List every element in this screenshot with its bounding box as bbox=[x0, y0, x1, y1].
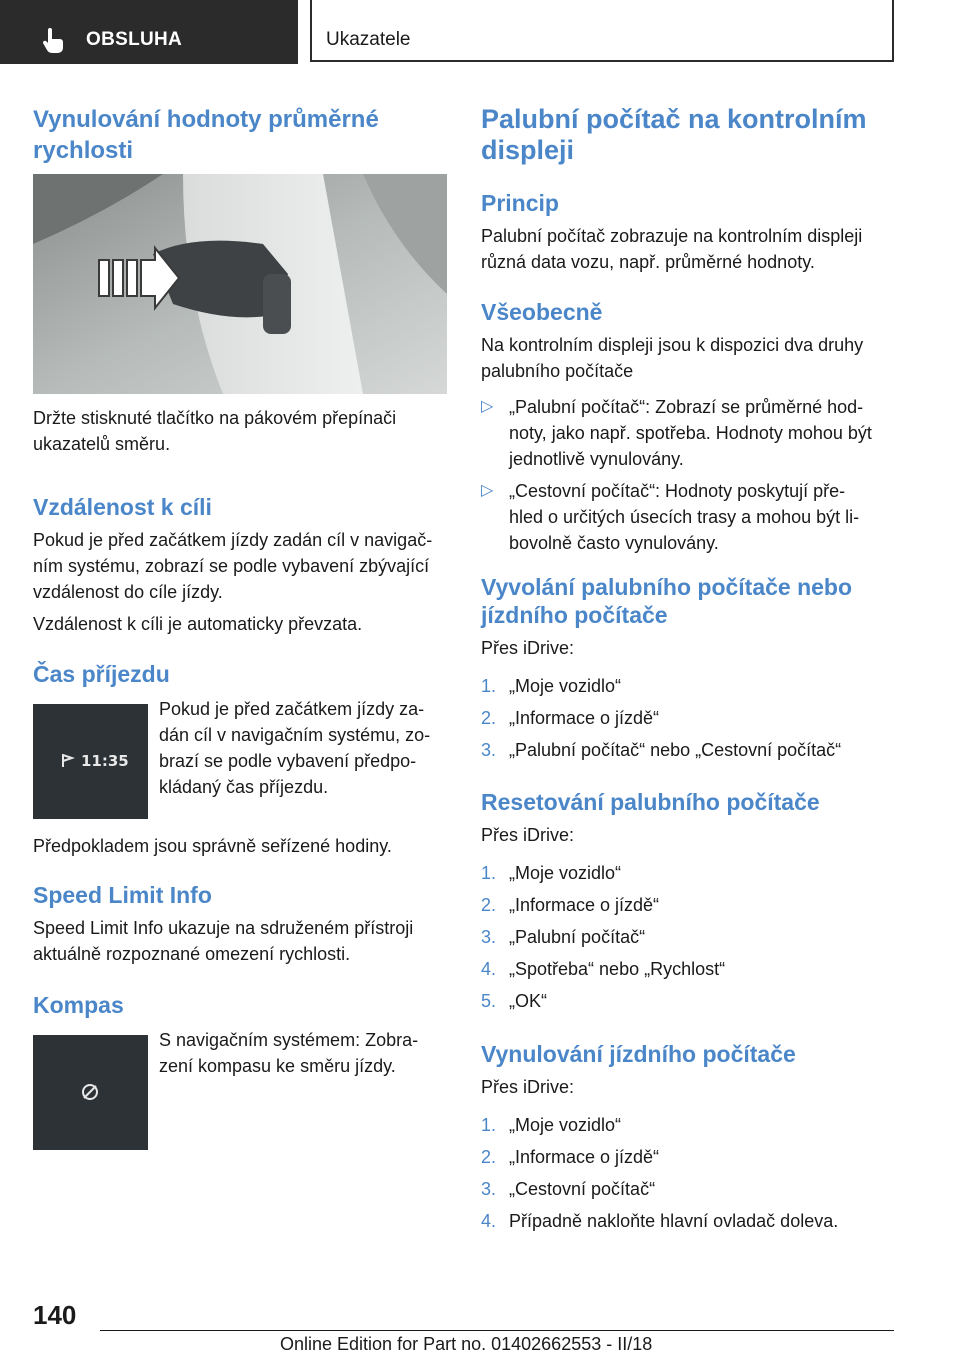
reset-trip-step-3: „Cestovní počítač“ bbox=[509, 1179, 656, 1199]
call-up-title-1: Vyvolání palubního počítače nebo bbox=[481, 574, 853, 600]
call-up-intro: Přes iDrive: bbox=[481, 638, 575, 658]
turn-signal-stalk-photo bbox=[33, 174, 447, 394]
general-section bbox=[481, 298, 901, 556]
list-item: 2. „Informace o jízdě“ bbox=[481, 1147, 660, 1167]
reset-avg-speed-text-2: ukazatelů směru. bbox=[33, 434, 171, 454]
distance-text-1: Pokud je před začátkem jízdy zadán cíl v navigač‐ bbox=[33, 530, 433, 550]
arrival-section bbox=[33, 660, 447, 859]
reset-board-section bbox=[481, 788, 901, 1020]
footer-divider bbox=[100, 1330, 894, 1331]
reset-avg-speed-heading-block bbox=[33, 104, 447, 166]
reset-board-title: Resetování palubního počítače bbox=[481, 789, 820, 815]
reset-board-step-2: „Informace o jízdě“ bbox=[509, 895, 660, 915]
general-title: Všeobecně bbox=[481, 299, 603, 325]
list-item: 4. Případně nakloňte hlavní ovladač doleva. bbox=[481, 1211, 839, 1231]
section-label: OBSLUHA bbox=[86, 29, 183, 50]
reset-trip-steps bbox=[481, 1112, 901, 1240]
reset-trip-section bbox=[481, 1040, 901, 1240]
call-up-step-2: „Informace o jízdě“ bbox=[509, 708, 660, 728]
call-up-title-2: jízdního počítače bbox=[481, 602, 668, 628]
distance-text-4: Vzdálenost k cíli je automaticky převzata. bbox=[33, 614, 363, 634]
speed-limit-text-1: Speed Limit Info ukazuje na sdruženém přístroji bbox=[33, 918, 414, 938]
reset-avg-speed-title-2: rychlosti bbox=[33, 137, 134, 164]
compass-text-1: S navigačním systémem: Zobra‐ bbox=[159, 1030, 419, 1050]
general-bullet-list bbox=[481, 394, 901, 556]
list-item: 3. „Palubní počítač“ nebo „Cestovní počítač“ bbox=[481, 740, 842, 760]
board-computer-heading bbox=[481, 104, 901, 166]
list-item bbox=[481, 394, 901, 472]
bullet-2-line-2: hled o určitých úsecích trasy a mohou být li‐ bbox=[509, 507, 860, 527]
reset-trip-step-4: Případně nakloňte hlavní ovladač doleva. bbox=[509, 1211, 839, 1231]
bullet-1-line-3: jednotlivě vynulovány. bbox=[509, 449, 684, 469]
list-item: 1. „Moje vozidlo“ bbox=[481, 1115, 622, 1135]
chapter-label: Ukazatele bbox=[326, 29, 411, 50]
reset-board-intro: Přes iDrive: bbox=[481, 825, 575, 845]
edition-note: Online Edition for Part no. 01402662553 - II/18 bbox=[280, 1334, 653, 1354]
section-tab bbox=[0, 0, 298, 64]
board-computer-title-2: displeji bbox=[481, 135, 575, 165]
reset-board-step-3: „Palubní počítač“ bbox=[509, 927, 646, 947]
compass-title: Kompas bbox=[33, 992, 124, 1018]
principle-section bbox=[481, 189, 901, 275]
chapter-tab bbox=[310, 0, 894, 62]
hand-pointer-icon bbox=[42, 28, 64, 54]
reset-trip-step-1: „Moje vozidlo“ bbox=[509, 1115, 622, 1135]
reset-avg-speed-title-1: Vynulování hodnoty průměrné bbox=[33, 106, 379, 133]
reset-trip-intro: Přes iDrive: bbox=[481, 1077, 575, 1097]
arrival-text-5: Předpokladem jsou správně seřízené hodiny. bbox=[33, 836, 392, 856]
arrival-text-1: Pokud je před začátkem jízdy za‐ bbox=[159, 699, 425, 719]
list-item: 2. „Informace o jízdě“ bbox=[481, 708, 660, 728]
compass-icon bbox=[81, 1083, 99, 1101]
principle-text-1: Palubní počítač zobrazuje na kontrolním displeji bbox=[481, 226, 863, 246]
distance-text-3: vzdálenost do cíle jízdy. bbox=[33, 582, 223, 602]
principle-title: Princip bbox=[481, 190, 559, 216]
reset-board-steps bbox=[481, 860, 901, 1020]
page-number: 140 bbox=[33, 1300, 77, 1330]
reset-avg-speed-text bbox=[33, 405, 447, 457]
speed-limit-text-2: aktuálně rozpoznané omezení rychlosti. bbox=[33, 944, 351, 964]
list-item: 2. „Informace o jízdě“ bbox=[481, 895, 660, 915]
bullet-1-line-1: „Palubní počítač“: Zobrazí se průměrné hod‐ bbox=[509, 397, 864, 417]
arrival-text-2: dán cíl v navigačním systému, zo‐ bbox=[159, 725, 431, 745]
distance-title: Vzdálenost k cíli bbox=[33, 494, 212, 520]
compass-display bbox=[33, 1035, 148, 1150]
arrival-time-display bbox=[33, 704, 148, 819]
general-text-2: palubního počítače bbox=[481, 361, 634, 381]
distance-section bbox=[33, 493, 447, 637]
general-text-1: Na kontrolním displeji jsou k dispozici dva druhy bbox=[481, 335, 864, 355]
reset-board-step-4: „Spotřeba“ nebo „Rychlost“ bbox=[509, 959, 726, 979]
arrival-title: Čas příjezdu bbox=[33, 661, 170, 687]
distance-text-2: ním systému, zobrazí se podle vybavení zbývající bbox=[33, 556, 430, 576]
list-item: 4. „Spotřeba“ nebo „Rychlost“ bbox=[481, 959, 726, 979]
arrival-text-4: kládaný čas příjezdu. bbox=[159, 777, 329, 797]
arrival-text-3: brazí se podle vybavení předpo‐ bbox=[159, 751, 417, 771]
speed-limit-section bbox=[33, 881, 447, 967]
list-item: 1. „Moje vozidlo“ bbox=[481, 676, 622, 696]
list-item: 3. „Cestovní počítač“ bbox=[481, 1179, 656, 1199]
list-item: 5. „OK“ bbox=[481, 991, 547, 1011]
reset-board-step-1: „Moje vozidlo“ bbox=[509, 863, 622, 883]
call-up-steps bbox=[481, 673, 901, 769]
call-up-section bbox=[481, 573, 901, 769]
compass-text-2: zení kompasu ke směru jízdy. bbox=[159, 1056, 396, 1076]
list-item bbox=[481, 478, 901, 556]
reset-trip-step-2: „Informace o jízdě“ bbox=[509, 1147, 660, 1167]
compass-section bbox=[33, 991, 447, 1150]
reset-trip-title: Vynulování jízdního počítače bbox=[481, 1041, 796, 1067]
principle-text-2: různá data vozu, např. průměrné hodnoty. bbox=[481, 252, 815, 272]
speed-limit-title: Speed Limit Info bbox=[33, 882, 212, 908]
call-up-step-3: „Palubní počítač“ nebo „Cestovní počítač“ bbox=[509, 740, 842, 760]
bullet-2-line-3: bovolně často vynulovány. bbox=[509, 533, 719, 553]
triangle-bullet-icon: ▷ bbox=[481, 398, 494, 415]
bullet-1-line-2: noty, jako např. spotřeba. Hodnoty mohou být bbox=[509, 423, 872, 443]
reset-board-step-5: „OK“ bbox=[509, 991, 547, 1011]
list-item: 3. „Palubní počítač“ bbox=[481, 927, 646, 947]
triangle-bullet-icon: ▷ bbox=[481, 482, 494, 499]
reset-avg-speed-text-1: Držte stisknuté tlačítko na pákovém přepínači bbox=[33, 408, 397, 428]
bullet-2-line-1: „Cestovní počítač“: Hodnoty poskytují pře‐ bbox=[509, 481, 846, 501]
board-computer-title-1: Palubní počítač na kontrolním bbox=[481, 104, 867, 134]
call-up-step-1: „Moje vozidlo“ bbox=[509, 676, 622, 696]
flag-icon bbox=[61, 754, 75, 768]
arrival-thumb-time: 11:35 bbox=[81, 752, 129, 770]
list-item: 1. „Moje vozidlo“ bbox=[481, 863, 622, 883]
